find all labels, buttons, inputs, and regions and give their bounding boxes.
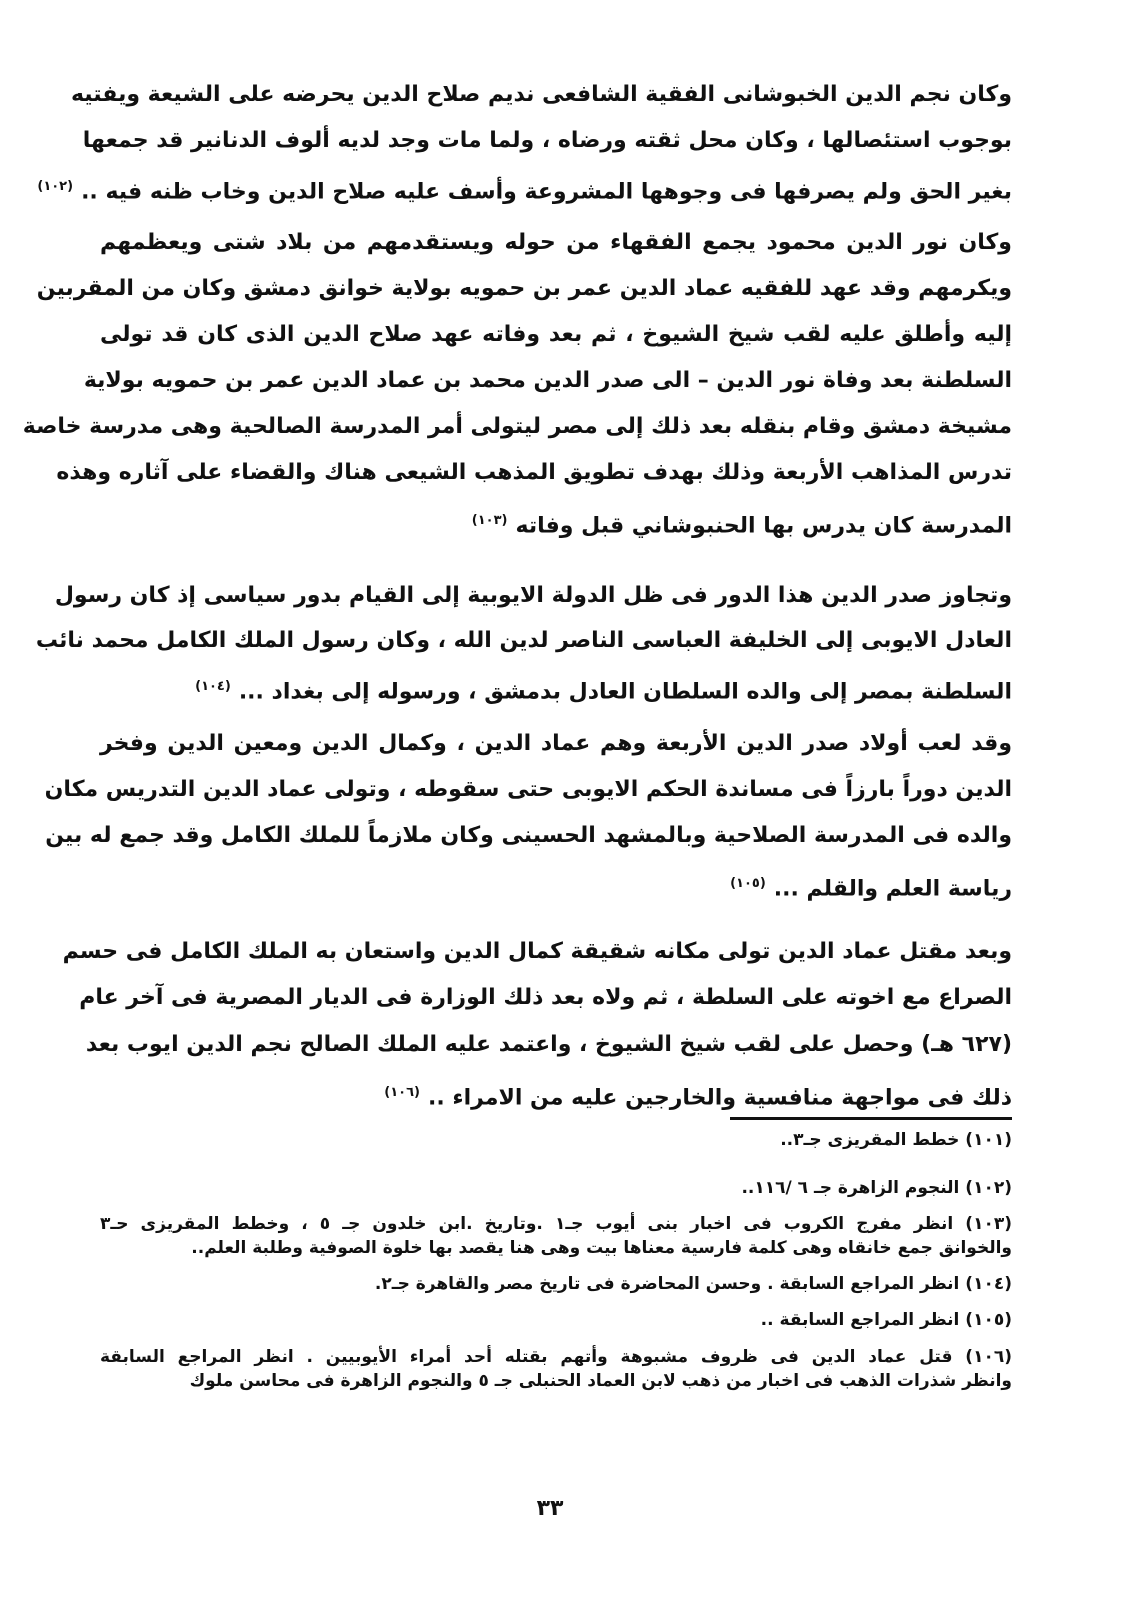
line-text: ذلك فى مواجهة منافسية والخارجين عليه من الامراء .. — [428, 1085, 1012, 1111]
line-text: المدرسة كان يدرس بها الحنبوشاني قبل وفاته — [515, 513, 1012, 539]
paragraph-2-line: السلطنة بعد وفاة نور الدين – الى صدر الدين محمد بن عماد الدين عمر بن حمويه بولاية — [83, 368, 1012, 393]
footnote-ref[interactable]: (١٠٤) — [195, 679, 231, 694]
footnote-ref[interactable]: (١٠٦) — [384, 1085, 420, 1100]
paragraph-1-line: وكان نجم الدين الخبوشانى الفقية الشافعى نديم صلاح الدين يحرضه على الشيعة ويفتيه — [70, 82, 1012, 107]
paragraph-2-line: وكان نور الدين محمود يجمع الفقهاء من حوله ويستقدمهم من بلاد شتى ويعظمهم — [100, 230, 1012, 255]
footnote-104: (١٠٤) انظر المراجع السابقة . وحسن المحاضرة فى تاريخ مصر والقاهرة جـ٢. — [374, 1274, 1012, 1294]
line-text: رياسة العلم والقلم ... — [773, 876, 1012, 902]
footnote-ref[interactable]: (١٠٢) — [37, 179, 74, 194]
footnote-103-cont: والخوانق جمع خانقاه وهى كلمة فارسية معناها بيت وهى هنا يقصد بها خلوة الصوفية وطلبة العلم.. — [191, 1238, 1012, 1258]
page-number: ٣٣ — [536, 1496, 564, 1521]
footnote-106: (١٠٦) قتل عماد الدين فى ظروف مشبوهة وأتهم بقتله أحد أمراء الأيوبيين . انظر المراجع السابقة — [100, 1347, 1012, 1367]
paragraph-5-line: الصراع مع اخوته على السلطة ، ثم ولاه بعد ذلك الوزارة فى الديار المصرية فى آخر عام — [79, 985, 1012, 1010]
paragraph-5-line: (٦٢٧ هـ) وحصل على لقب شيخ الشيوخ ، واعتمد عليه الملك الصالح نجم الدين ايوب بعد — [85, 1032, 1012, 1057]
footnote-ref[interactable]: (١٠٥) — [730, 876, 766, 891]
footnote-101: (١٠١) خطط المقريزى جـ٣.. — [780, 1130, 1012, 1150]
paragraph-2-line: مشيخة دمشق وقام بنقله بعد ذلك إلى مصر ليتولى أمر المدرسة الصالحية وهى مدرسة خاصة — [22, 414, 1012, 439]
paragraph-2-line — [100, 506, 1012, 541]
footnote-103: (١٠٣) انظر مفرج الكروب فى اخبار بنى أيوب جـ١ .وتاريخ .ابن خلدون جـ ٥ ، وخطط المقريزى حـ٣ — [100, 1214, 1012, 1234]
paragraph-3-line: وتجاوز صدر الدين هذا الدور فى ظل الدولة الايوبية إلى القيام بدور سياسى إذ كان رسول — [54, 583, 1012, 608]
paragraph-1-line — [37, 172, 1012, 207]
footnote-105: (١٠٥) انظر المراجع السابقة .. — [760, 1310, 1012, 1330]
paragraph-4-line — [100, 869, 1012, 904]
line-text: بغير الحق ولم يصرفها فى وجوهها المشروعة وأسف عليه صلاح الدين وخاب ظنه فيه .. — [81, 179, 1012, 205]
footnote-ref[interactable]: (١٠٣) — [471, 513, 508, 528]
footnote-divider — [730, 1117, 1012, 1120]
paragraph-3-line — [100, 672, 1012, 707]
paragraph-2-line: إليه وأطلق عليه لقب شيخ الشيوخ ، ثم بعد وفاته عهد صلاح الدين الذى كان قد تولى — [100, 322, 1012, 347]
paragraph-5-line: وبعد مقتل عماد الدين تولى مكانه شقيقة كمال الدين واستعان به الملك الكامل فى حسم — [62, 939, 1012, 964]
line-text: السلطنة بمصر إلى والده السلطان العادل بدمشق ، ورسوله إلى بغداد ... — [238, 679, 1012, 705]
paragraph-2-line: تدرس المذاهب الأربعة وذلك بهدف تطويق المذهب الشيعى هناك والقضاء على آثاره وهذه — [56, 460, 1012, 485]
paragraph-4-line: والده فى المدرسة الصلاحية وبالمشهد الحسينى وكان ملازماً للملك الكامل وقد جمع له بين — [45, 823, 1012, 848]
paragraph-1-line: بوجوب استئصالها ، وكان محل ثقته ورضاه ، ولما مات وجد لديه ألوف الدنانير قد جمعها — [82, 128, 1012, 153]
paragraph-2-line: ويكرمهم وقد عهد للفقيه عماد الدين عمر بن حمويه بولاية خوانق دمشق وكان من المقربين — [36, 276, 1012, 301]
footnote-106-cont: وانظر شذرات الذهب فى اخبار من ذهب لابن العماد الحنبلى جـ ٥ والنجوم الزاهرة فى محاسن ملوك — [189, 1371, 1012, 1391]
paragraph-3-line: العادل الايوبى إلى الخليفة العباسى الناصر لدين الله ، وكان رسول الملك الكامل محمد نائب — [35, 628, 1012, 653]
paragraph-5-line — [100, 1078, 1012, 1113]
paragraph-4-line: وقد لعب أولاد صدر الدين الأربعة وهم عماد الدين ، وكمال الدين ومعين الدين وفخر — [100, 731, 1012, 756]
paragraph-4-line: الدين دوراً بارزاً فى مساندة الحكم الايوبى حتى سقوطه ، وتولى عماد الدين التدريس مكان — [44, 777, 1012, 802]
footnote-102: (١٠٢) النجوم الزاهرة جـ ٦ /١١٦.. — [741, 1178, 1012, 1198]
